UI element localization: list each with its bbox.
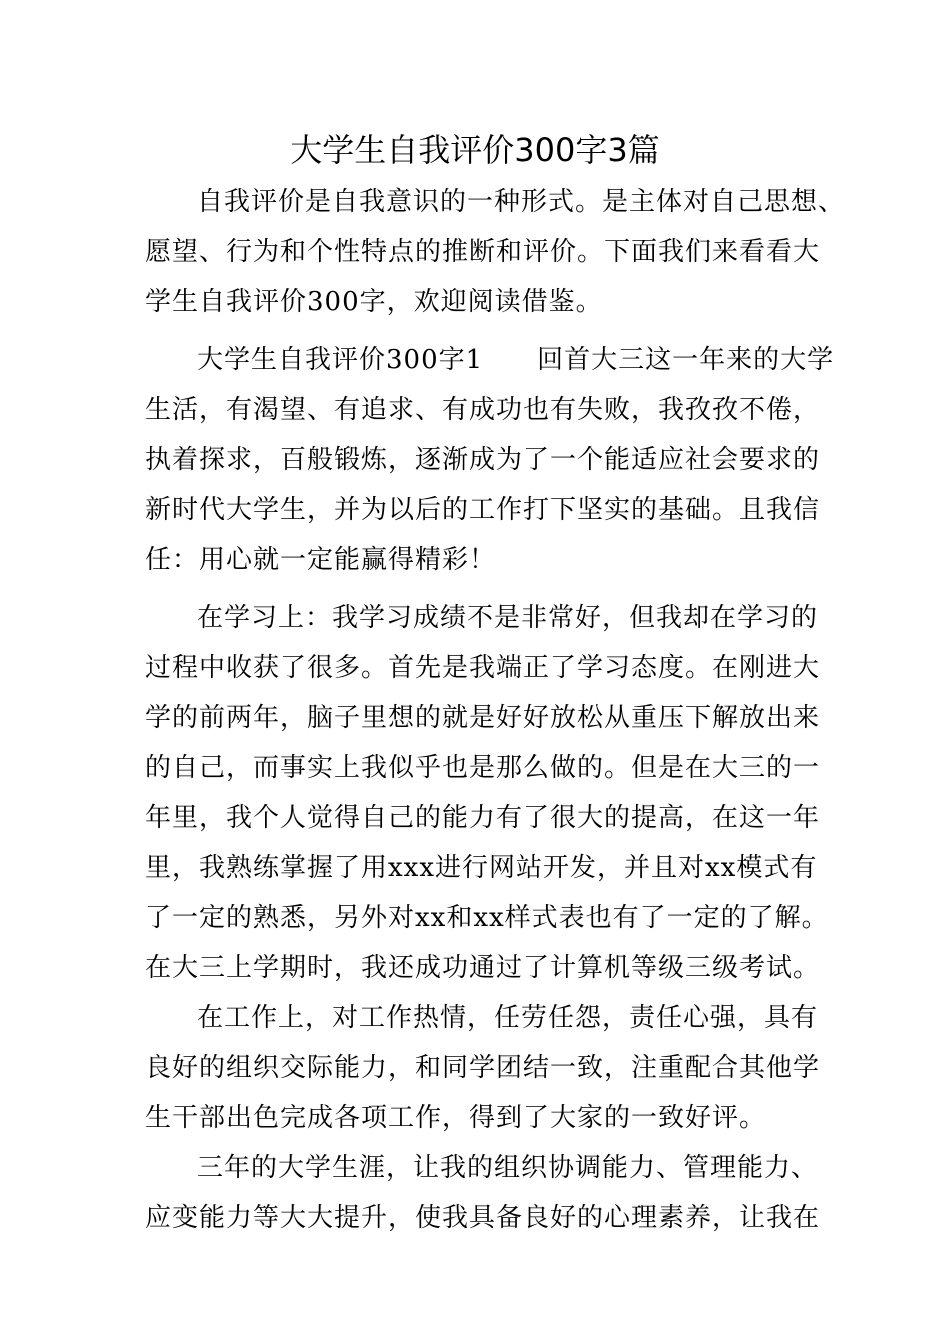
- text-line: 的自己，而事实上我似乎也是那么做的。但是在大三的一: [145, 753, 821, 783]
- paragraph-evaluation-1: [145, 335, 835, 585]
- paragraph-summary: [145, 1143, 825, 1243]
- text-line: 学的前两年，脑子里想的就是好好放松从重压下解放出来: [145, 703, 821, 733]
- paragraph-work: [145, 993, 825, 1143]
- text-line: 学生自我评价300字，欢迎阅读借鉴。: [145, 287, 603, 317]
- text-line: 自我评价是自我意识的一种形式。是主体对自己思想、: [197, 187, 846, 217]
- document-body: [145, 177, 846, 1243]
- document-title: 大学生自我评价300字3篇: [290, 131, 660, 169]
- text-line: 在大三上学期时，我还成功通过了计算机等级三级考试。: [145, 953, 821, 983]
- text-line: 执着探求，百般锻炼，逐渐成为了一个能适应社会要求的: [145, 445, 821, 475]
- text-line: 里，我熟练掌握了用xxx进行网站开发，并且对xx模式有: [145, 853, 818, 883]
- text-line: 了一定的熟悉，另外对xx和xx样式表也有了一定的了解。: [145, 903, 829, 933]
- text-line: 年里，我个人觉得自己的能力有了很大的提高，在这一年: [145, 803, 821, 833]
- text-line: 愿望、行为和个性特点的推断和评价。下面我们来看看大: [145, 237, 821, 267]
- text-line: 在工作上，对工作热情，任劳任怨，责任心强，具有: [197, 1003, 819, 1033]
- text-line: 任：用心就一定能赢得精彩！: [145, 545, 497, 575]
- text-line: 三年的大学生涯，让我的组织协调能力、管理能力、: [197, 1153, 819, 1183]
- text-line: 生活，有渴望、有追求、有成功也有失败，我孜孜不倦，: [145, 395, 821, 425]
- text-line: 过程中收获了很多。首先是我端正了学习态度。在刚进大: [145, 653, 821, 683]
- paragraph-intro: [145, 177, 846, 327]
- text-line: 在学习上：我学习成绩不是非常好，但我却在学习的: [197, 603, 819, 633]
- text-line: 应变能力等大大提升，使我具备良好的心理素养，让我在: [145, 1203, 821, 1233]
- text-line: 生干部出色完成各项工作，得到了大家的一致好评。: [145, 1103, 767, 1133]
- text-line: 大学生自我评价300字1 回首大三这一年来的大学: [197, 345, 835, 375]
- text-line: 良好的组织交际能力，和同学团结一致，注重配合其他学: [145, 1053, 821, 1083]
- text-line: 新时代大学生，并为以后的工作打下坚实的基础。且我信: [145, 495, 821, 525]
- paragraph-study: [145, 593, 829, 993]
